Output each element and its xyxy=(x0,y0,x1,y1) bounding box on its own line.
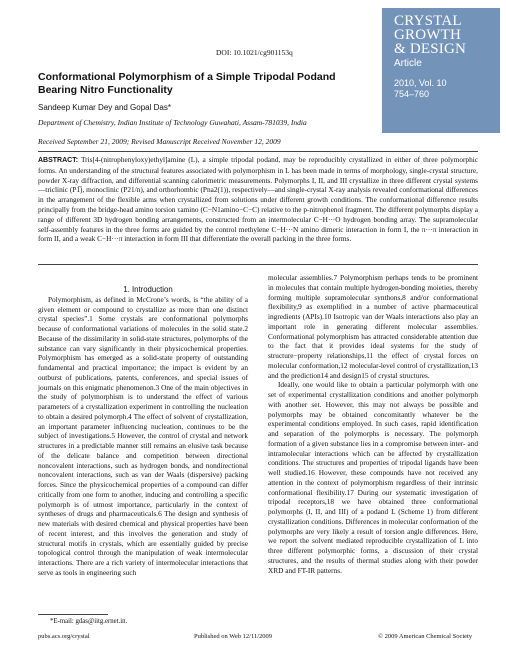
journal-name: CRYSTAL GROWTH & DESIGN xyxy=(394,13,467,57)
section-heading: 1. Introduction xyxy=(123,285,173,294)
article-title: Conformational Polymorphism of a Simple Tripodal Podand Bearing Nitro Functionality xyxy=(38,71,336,96)
received-dates: Received September 21, 2009; Revised Manuscript Received November 12, 2009 xyxy=(38,137,281,146)
left-column xyxy=(38,285,248,578)
abstract-label: ABSTRACT: xyxy=(38,157,79,164)
article-type: Article xyxy=(394,58,422,69)
footnote-email[interactable]: *E-mail: gdas@iitg.ernet.in. xyxy=(50,618,128,625)
footnote-divider xyxy=(38,614,108,615)
divider xyxy=(38,264,478,265)
paragraph: molecular assemblies.7 Polymorphism perhaps tends to be prominent in molecules that contain multiple hydrogen-bonding moieties, thereby forming multiple supramolecular synthons,8 and/or conformational flexibility,9 as exemplified in a number of active pharmaceutical ingredients (APIs).10 Isotropic van der Waals interactions also play an important role in generating different molecular assemblies. Conformational polymorphism has attracted considerable attention due to the fact that it provides ideal systems for the study of structure−property relationships,11 the effect of crystal forces on molecular conformation,12 molecular-level control of crystallization,13 and the prediction14 and design15 of crystal structures. xyxy=(268,273,478,380)
affiliation: Department of Chemistry, Indian Institute of Technology Guwahati, Assam-781039, India xyxy=(38,118,307,127)
footer-url[interactable]: pubs.acs.org/crystal xyxy=(38,633,90,640)
paragraph: Polymorphism, as defined in McCrone’s words, is “the ability of a given element or compound to crystallize as more than one distinct crystal species”.1 Some crystals are conformational polymorphs because of conformational variations of molecules in the solid state.2 Because of the dissimilarity in solid-state structures, polymorphs of the substance can vary significantly in their physicochemical properties. Polymorphism has emerged as a solid-state property of outstanding fundamental and practical importance; the impact is evident by an outburst of publications, patents, conferences, and special issues of journals on this enigmatic phenomenon.3 One of the main objectives in the study of polymorphism is to understand the effect of various parameters of a crystallization experiment in controlling the nucleation to obtain a desired polymorph.4 The effect of solvent of crystallization, an important parameter influencing nucleation, continues to be the subject of investigations.5 However, the control of crystal and network structures in a predictable manner still remains an elusive task because of the delicate balance and competition between directional noncovalent interactions, such as hydrogen bonds, and nondirectional noncovalent interactions, such as van der Waals (dispersive) packing forces. Since the physicochemical properties of a compound can differ critically from one form to another, inducing and controlling a specific polymorph is of utmost importance, particularly in the context of syntheses of drugs and pharmaceuticals.6 The design and synthesis of new materials with desired chemical and physical properties have been of recent interest, and this involves the generation and study of structural motifs in crystals, which are essentially guided by precise topological control through the manipulation of weak intermolecular interactions. There are a rich variety of intermolecular interactions that serve as tools in engineering such xyxy=(38,294,248,577)
paragraph: Ideally, one would like to obtain a particular polymorph with one set of experimental crystallization conditions and another polymorph with another set. However, this may not always be possible and polymorphs may be obtained concomitantly whatever be the experimental conditions employed. In such cases, rapid identification and separation of the polymorphs is necessary. The polymorph formation of a given substance lies in a compromise between inter- and intramolecular interactions which can be affected by crystallization conditions. The structures and properties of tripodal ligands have been well studied.16 However, these compounds have not received any attention in the context of polymorphism regardless of their intrinsic conformational flexibility.17 During our systematic investigation of tripodal receptors,18 we have obtained three conformational polymorphs (I, II, and III) of a podand L (Scheme 1) from different crystallization conditions. Differences in molecular conformation of the polymorphs are very likely a result of torsion angle differences. Here, we report the solvent mediated reproducible crystallization of L into three different polymorphic forms, a discussion of their crystal structures, and the results of thermal studies along with their powder XRD and FT-IR patterns. xyxy=(268,380,478,575)
footer-published: Published on Web 12/11/2009 xyxy=(194,633,273,640)
abstract xyxy=(38,155,478,244)
doi[interactable]: DOI: 10.1021/cg901153q xyxy=(216,48,293,57)
journal-badge xyxy=(382,8,500,133)
right-column xyxy=(268,273,478,575)
footer-copyright: © 2009 American Chemical Society xyxy=(378,633,473,640)
authors: Sandeep Kumar Dey and Gopal Das* xyxy=(38,103,171,112)
abstract-text: Tris[4-(nitrophenyloxy)ethyl]amine (L), a simple tripodal podand, may be reproducibly crystallized in either of three polymorphic forms. An understanding of the structural features associated with polymorphism in L has been made in terms of morphology, single-crystal structure, powder X-ray diffraction, and differential scanning calorimetric measurements. Polymorphs I, II, and III crystallize in three different crystal systems—triclinic (P1̅), monoclinic (P21/n), and orthorhombic (Pna2(1)), respectively—and single-crystal X-ray analysis revealed conformational differences in the arrangement of the flexible arms when crystallized from solutions under different growth conditions. The conformational difference results principally from the bridge-head amino torsion τamino (C−N1amino−C−C) relative to the p-nitrophenol fragment. The different polymorphs display a range of different 3D hydrogen bonding arrangements, constructed from an intermolecular C−H···O hydrogen bonding array. The supramolecular self-assembly features in the three forms are guided by the control methylene C−H···N amino dimeric interaction in form I, the π···π interaction in form II, and a weak C−H···π interaction in form III that differentiate the overall packing in the three forms. xyxy=(38,155,478,244)
volume-info: 2010, Vol. 10 754–760 xyxy=(394,78,447,99)
divider xyxy=(38,151,478,152)
